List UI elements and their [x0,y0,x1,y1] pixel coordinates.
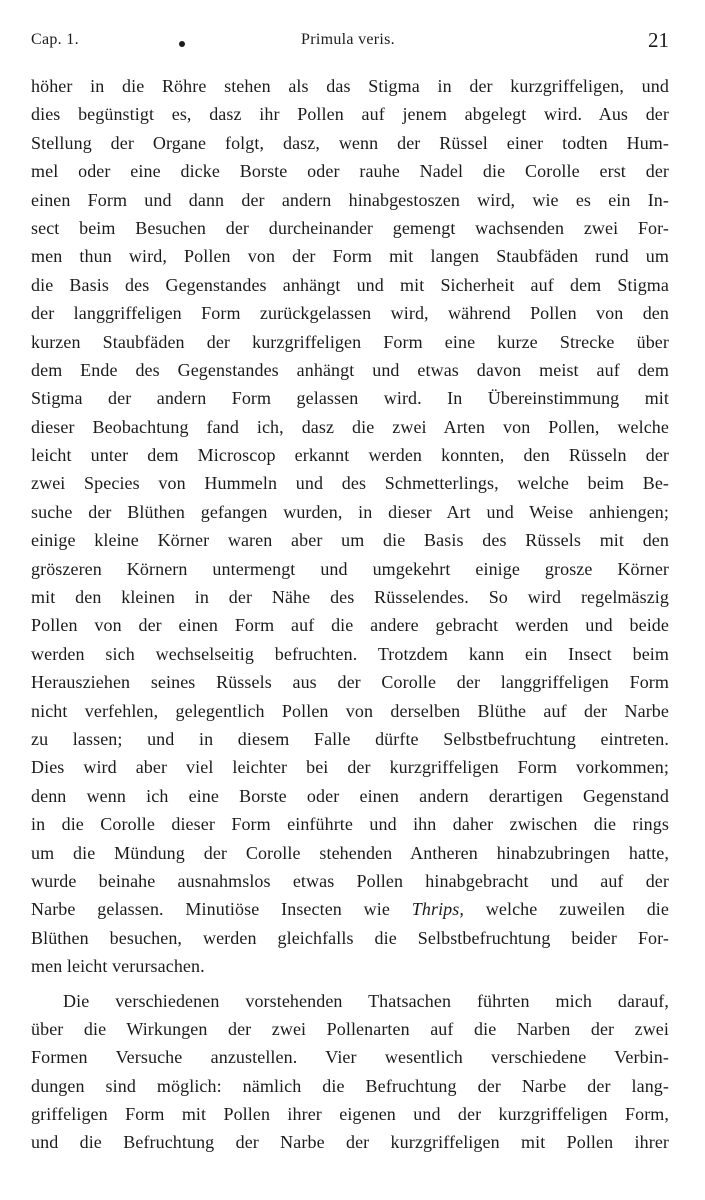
text-line: Stigma der andern Form gelassen wird. In Übereinstimmung mit [31,388,669,409]
chapter-label: Cap. 1. [31,31,79,48]
text-line: über die Wirkungen der zwei Pollenarten auf die Narben der zwei [31,1018,669,1039]
text-line: men leicht verursachen. [31,956,205,977]
paragraph-2 [31,987,669,1157]
text-line: dem Ende des Gegenstandes anhängt und etwas davon meist auf dem [31,359,669,380]
text-line: kurzen Staubfäden der kurzgriffeligen Form eine kurze Strecke über [31,331,669,352]
text-line [31,895,669,923]
text-line: höher in die Röhre stehen als das Stigma in der kurzgriffeligen, und [31,76,669,96]
text-segment: Narbe gelassen. Minutiöse Insecten wie [31,899,412,920]
text-line: mel oder eine dicke Borste oder rauhe Nadel die Corolle erst der [31,161,669,182]
text-line: dieser Beobachtung fand ich, dasz die zwei Arten von Pollen, welche [31,416,669,437]
running-header [31,28,671,56]
text-line: griffeligen Form mit Pollen ihrer eigenen und der kurzgriffeligen Form, [31,1104,669,1125]
text-line: denn wenn ich eine Borste oder einen andern derartigen Gegenstand [31,785,669,806]
ink-dot [179,41,185,47]
text-line: Pollen von der einen Form auf die andere gebracht werden und beide [31,615,669,636]
text-line: Herausziehen seines Rüssels aus der Corolle der langgriffeligen Form [31,672,669,693]
text-line: die Basis des Gegenstandes anhängt und mit Sicherheit auf dem Stigma [31,274,669,295]
text-line: men thun wird, Pollen von der Form mit langen Staubfäden rund um [31,246,669,267]
text-line: einige kleine Körner waren aber um die Basis des Rüssels mit den [31,530,669,551]
running-title: Primula veris. [301,31,395,48]
text-line: einen Form und dann der andern hinabgestoszen wird, wie es ein In- [31,189,669,210]
text-line: Blüthen besuchen, werden gleichfalls die Selbstbefruchtung beider For- [31,927,669,948]
text-line: und die Befruchtung der Narbe der kurzgriffeligen mit Pollen ihrer [31,1132,669,1153]
text-line: dungen sind möglich: nämlich die Befruchtung der Narbe der lang- [31,1075,669,1096]
text-line: nicht verfehlen, gelegentlich Pollen von derselben Blüthe auf der Narbe [31,700,669,721]
text-line: suche der Blüthen gefangen wurden, in dieser Art und Weise anhiengen; [31,501,669,522]
text-line: leicht unter dem Microscop erkannt werden konnten, den Rüsseln der [31,445,669,466]
text-segment: welche zuweilen die [464,899,669,920]
text-line: gröszeren Körnern untermengt und umgekehrt einige grosze Körner [31,558,669,579]
text-line: zu lassen; und in diesem Falle dürfte Selbstbefruchtung eintreten. [31,728,669,749]
text-line: sect beim Besuchen der durcheinander gemengt wachsenden zwei For- [31,217,669,238]
paragraph-1 [31,72,669,895]
text-line: zwei Species von Hummeln und des Schmetterlings, welche beim Be- [31,473,669,494]
text-line: Formen Versuche anzustellen. Vier wesentlich verschiedene Verbin- [31,1047,669,1068]
text-line: Die verschiedenen vorstehenden Thatsachen führten mich darauf, [63,990,669,1011]
page-number: 21 [648,28,669,52]
text-line: dies begünstigt es, dasz ihr Pollen auf jenem abgelegt wird. Aus der [31,104,669,125]
text-line: um die Mündung der Corolle stehenden Antheren hinabzubringen hatte, [31,842,669,863]
paragraph-1-end [31,924,669,981]
text-line: wurde beinahe ausnahmslos etwas Pollen hinabgebracht und auf der [31,870,669,891]
text-line: werden sich wechselseitig befruchten. Trotzdem kann ein Insect beim [31,643,669,664]
text-line: mit den kleinen in der Nähe des Rüsselendes. So wird regelmäszig [31,587,669,608]
text-line: der langgriffeligen Form zurückgelassen wird, während Pollen von den [31,303,669,324]
body-text [31,72,669,1157]
text-line: in die Corolle dieser Form einführte und ihn daher zwischen die rings [31,814,669,835]
genus-name: Thrips, [411,899,464,920]
text-line: Dies wird aber viel leichter bei der kurzgriffeligen Form vorkommen; [31,757,669,778]
text-line: Stellung der Organe folgt, dasz, wenn der Rüssel einer todten Hum- [31,132,669,153]
